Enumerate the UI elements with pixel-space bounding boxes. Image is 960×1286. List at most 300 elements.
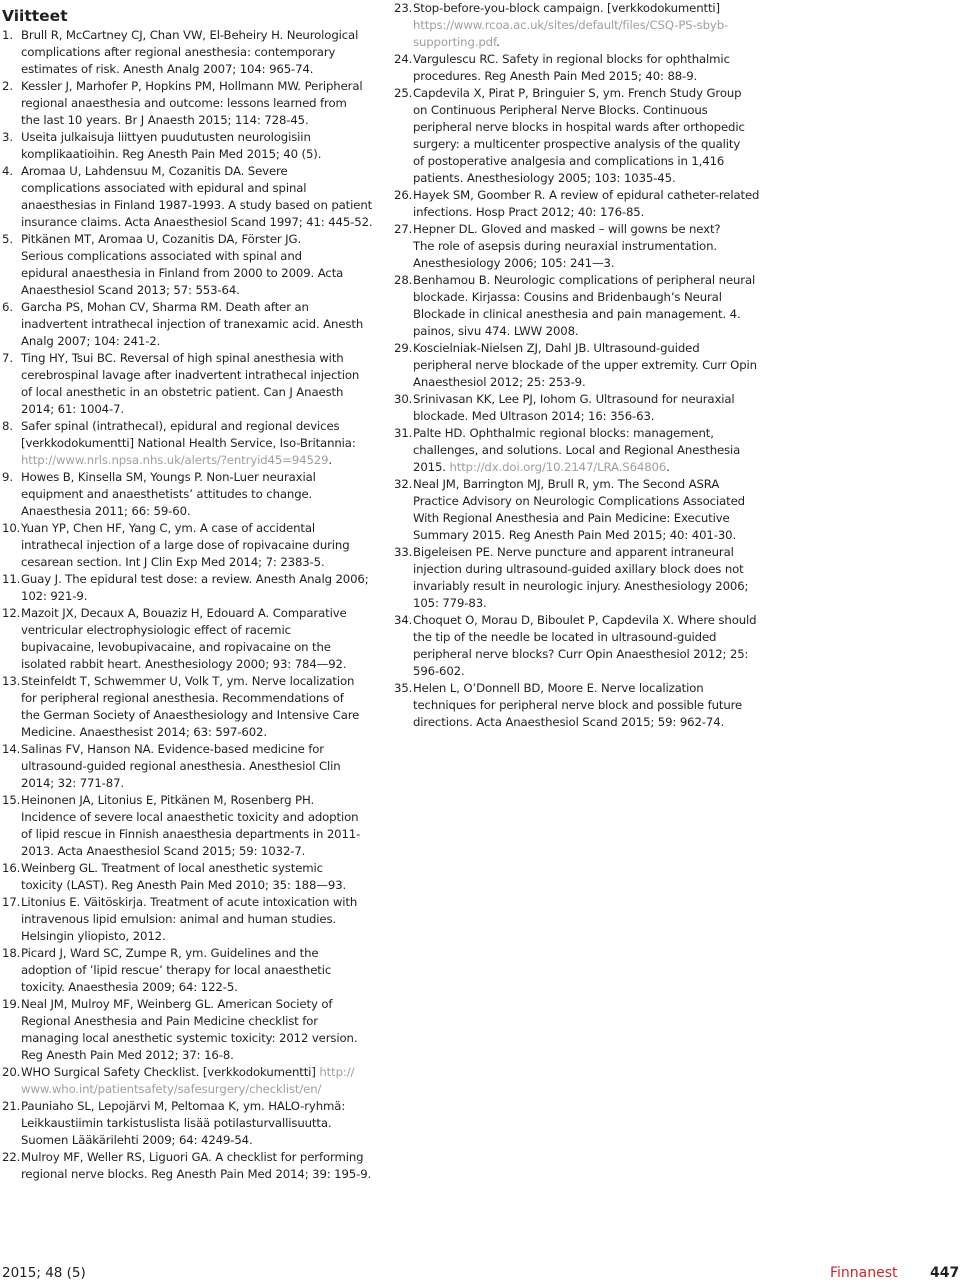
reference-line	[21, 979, 372, 996]
reference-line	[21, 962, 372, 979]
reference-line	[21, 1064, 372, 1081]
reference-number: 17.	[2, 895, 21, 909]
reference-item	[2, 605, 372, 673]
reference-text: of lipid rescue in Finnish anaesthesia departments in 2011-	[21, 827, 361, 841]
reference-text: Hayek SM, Goomber R. A review of epidural catheter-related	[413, 188, 760, 202]
reference-line	[21, 384, 372, 401]
reference-text: Vargulescu RC. Safety in regional blocks for ophthalmic	[413, 52, 730, 66]
references-heading: Viitteet	[2, 7, 68, 25]
reference-text: Pauniaho SL, Lepojärvi M, Peltomaa K, ym. HALO-ryhmä:	[21, 1099, 346, 1113]
reference-text: 596-602.	[413, 664, 465, 678]
reference-text: Reg Anesth Pain Med 2012; 37: 16-8.	[21, 1048, 234, 1062]
reference-item	[394, 680, 760, 731]
reference-line	[21, 724, 372, 741]
reference-line	[413, 374, 760, 391]
reference-line	[21, 469, 372, 486]
reference-number: 4.	[2, 164, 13, 178]
reference-number: 29.	[394, 341, 413, 355]
reference-line	[413, 629, 760, 646]
reference-line	[21, 945, 372, 962]
reference-number: 13.	[2, 674, 21, 688]
reference-text: blockade. Kirjassa: Cousins and Bridenbaugh’s Neural	[413, 290, 722, 304]
reference-number: 34.	[394, 613, 413, 627]
reference-text: With Regional Anesthesia and Pain Medicine: Executive	[413, 511, 730, 525]
reference-number: 30.	[394, 392, 413, 406]
journal-name: Finnanest	[830, 1265, 898, 1281]
reference-item	[394, 272, 760, 340]
reference-number: 14.	[2, 742, 21, 756]
reference-line	[21, 265, 372, 282]
reference-text: intrathecal injection of a large dose of ropivacaine during	[21, 538, 350, 552]
reference-text: Medicine. Anaesthesist 2014; 63: 597-602.	[21, 725, 267, 739]
reference-text: peripheral nerve blocks? Curr Opin Anaesthesiol 2012; 25:	[413, 647, 749, 661]
reference-number: 9.	[2, 470, 13, 484]
reference-line	[21, 622, 372, 639]
reference-line	[413, 391, 760, 408]
reference-text: cesarean section. Int J Clin Exp Med 2014; 7: 2383-5.	[21, 555, 325, 569]
reference-line	[413, 646, 760, 663]
reference-line	[413, 340, 760, 357]
reference-text: of postoperative analgesia and complications in 1,416	[413, 154, 725, 168]
reference-line	[21, 1166, 372, 1183]
reference-punctuation: .	[666, 460, 670, 474]
reference-text: intravenous lipid emulsion: animal and human studies.	[21, 912, 337, 926]
reference-line	[21, 826, 372, 843]
reference-text: regional nerve blocks. Reg Anesth Pain Med 2014; 39: 195-9.	[21, 1167, 372, 1181]
reference-line	[21, 503, 372, 520]
reference-item	[2, 163, 372, 231]
reference-number: 16.	[2, 861, 21, 875]
reference-item	[2, 27, 372, 78]
reference-item	[394, 476, 760, 544]
reference-line	[413, 527, 760, 544]
reference-text: Heinonen JA, Litonius E, Pitkänen M, Rosenberg PH.	[21, 793, 315, 807]
reference-text: cerebrospinal lavage after inadvertent intrathecal injection	[21, 368, 360, 382]
reference-line	[21, 639, 372, 656]
reference-line	[21, 418, 372, 435]
reference-line	[21, 809, 372, 826]
reference-line	[413, 0, 760, 17]
reference-item	[2, 571, 372, 605]
reference-line	[413, 119, 760, 136]
reference-line	[21, 231, 372, 248]
reference-line	[21, 571, 372, 588]
reference-line	[21, 860, 372, 877]
reference-text: Helsingin yliopisto, 2012.	[21, 929, 166, 943]
reference-number: 7.	[2, 351, 13, 365]
reference-line	[21, 78, 372, 95]
reference-text: insurance claims. Acta Anaesthesiol Scand 1997; 41: 445-52.	[21, 215, 373, 229]
reference-item	[2, 78, 372, 129]
reference-line	[413, 51, 760, 68]
reference-item	[2, 792, 372, 860]
reference-text: Mulroy MF, Weller RS, Liguori GA. A checklist for performing	[21, 1150, 364, 1164]
reference-item	[2, 894, 372, 945]
reference-text: Suomen Lääkärilehti 2009; 64: 4249-54.	[21, 1133, 253, 1147]
reference-text: the German Society of Anaesthesiology and Intensive Care	[21, 708, 360, 722]
reference-line	[413, 697, 760, 714]
reference-line	[413, 85, 760, 102]
reference-line	[413, 153, 760, 170]
reference-line	[413, 68, 760, 85]
reference-list-left-column	[2, 27, 372, 1183]
reference-text: techniques for peripheral nerve block and possible future	[413, 698, 743, 712]
reference-line	[21, 333, 372, 350]
reference-text: injection during ultrasound-guided axillary block does not	[413, 562, 744, 576]
reference-text: anaesthesias in Finland 1987-1993. A study based on patient	[21, 198, 373, 212]
page-number: 447	[930, 1265, 960, 1281]
reference-line	[21, 656, 372, 673]
reference-text: Capdevila X, Pirat P, Bringuier S, ym. French Study Group	[413, 86, 742, 100]
reference-text: The role of asepsis during neuraxial instrumentation.	[413, 239, 717, 253]
reference-number: 20.	[2, 1065, 21, 1079]
reference-item	[2, 469, 372, 520]
reference-number: 10.	[2, 521, 21, 535]
reference-number: 8.	[2, 419, 13, 433]
reference-text: 2014; 32: 771-87.	[21, 776, 124, 790]
reference-item	[394, 221, 760, 272]
reference-item	[394, 544, 760, 612]
reference-item	[2, 299, 372, 350]
reference-text: epidural anaesthesia in Finland from 2000 to 2009. Acta	[21, 266, 344, 280]
reference-text: toxicity (LAST). Reg Anesth Pain Med 2010; 35: 188—93.	[21, 878, 347, 892]
reference-text: Neal JM, Mulroy MF, Weinberg GL. American Society of	[21, 997, 333, 1011]
reference-link[interactable]: http://	[319, 1065, 355, 1079]
reference-line	[413, 221, 760, 238]
reference-text: Ting HY, Tsui BC. Reversal of high spinal anesthesia with	[21, 351, 344, 365]
reference-number: 11.	[2, 572, 21, 586]
reference-line	[21, 350, 372, 367]
reference-text: Serious complications associated with spinal and	[21, 249, 302, 263]
reference-line	[21, 299, 372, 316]
reference-line	[21, 877, 372, 894]
reference-text: [verkkodokumentti] National Health Service, Iso-Britannia:	[21, 436, 356, 450]
reference-line	[413, 612, 760, 629]
reference-line	[413, 663, 760, 680]
reference-text: 2013. Acta Anaesthesiol Scand 2015; 59: 1032-7.	[21, 844, 306, 858]
reference-text: Howes B, Kinsella SM, Youngs P. Non-Luer neuraxial	[21, 470, 316, 484]
reference-text: Pitkänen MT, Aromaa U, Cozanitis DA, Förster JG.	[21, 232, 302, 246]
reference-number: 2.	[2, 79, 13, 93]
reference-text: Choquet O, Morau D, Biboulet P, Capdevila X. Where should	[413, 613, 757, 627]
reference-text: the last 10 years. Br J Anaesth 2015; 114: 728-45.	[21, 113, 309, 127]
reference-text: estimates of risk. Anesth Analg 2007; 104: 965-74.	[21, 62, 314, 76]
reference-text: Anesthesiology 2006; 105: 241—3.	[413, 256, 615, 270]
reference-text: managing local anesthetic systemic toxicity: 2012 version.	[21, 1031, 358, 1045]
reference-text: Brull R, McCartney CJ, Chan VW, El-Beheiry H. Neurological	[21, 28, 359, 42]
reference-text: Stop-before-you-block campaign. [verkkodokumentti]	[413, 1, 720, 15]
reference-line	[21, 180, 372, 197]
reference-number: 32.	[394, 477, 413, 491]
reference-line	[21, 775, 372, 792]
reference-text: regional anaesthesia and outcome: lessons learned from	[21, 96, 347, 110]
reference-text: Salinas FV, Hanson NA. Evidence-based medicine for	[21, 742, 324, 756]
reference-text: Neal JM, Barrington MJ, Brull R, ym. The Second ASRA	[413, 477, 720, 491]
reference-line	[413, 595, 760, 612]
reference-text: Yuan YP, Chen HF, Yang C, ym. A case of accidental	[21, 521, 316, 535]
reference-line	[21, 486, 372, 503]
reference-line	[21, 707, 372, 724]
reference-line	[21, 1149, 372, 1166]
reference-item	[394, 187, 760, 221]
reference-text: ventricular electrophysiologic effect of racemic	[21, 623, 291, 637]
reference-number: 35.	[394, 681, 413, 695]
reference-item	[2, 1149, 372, 1183]
reference-text: 105: 779-83.	[413, 596, 487, 610]
reference-line	[21, 197, 372, 214]
reference-line	[413, 714, 760, 731]
reference-item	[2, 741, 372, 792]
reference-line	[413, 476, 760, 493]
reference-line	[413, 289, 760, 306]
reference-line	[21, 1132, 372, 1149]
reference-item	[394, 340, 760, 391]
reference-line	[21, 214, 372, 231]
reference-link[interactable]: supporting.pdf	[413, 35, 497, 49]
reference-item	[2, 673, 372, 741]
reference-text: ultrasound-guided regional anesthesia. Anesthesiol Clin	[21, 759, 341, 773]
reference-number: 24.	[394, 52, 413, 66]
reference-line	[413, 238, 760, 255]
reference-line	[21, 1115, 372, 1132]
reference-number: 5.	[2, 232, 13, 246]
reference-text: Benhamou B. Neurologic complications of peripheral neural	[413, 273, 756, 287]
reference-line	[21, 843, 372, 860]
reference-text: Steinfeldt T, Schwemmer U, Volk T, ym. Nerve localization	[21, 674, 355, 688]
reference-number: 18.	[2, 946, 21, 960]
reference-text: Mazoit JX, Decaux A, Bouaziz H, Edouard A. Comparative	[21, 606, 347, 620]
reference-line	[413, 680, 760, 697]
reference-line	[21, 401, 372, 418]
reference-text: invariably result in neurologic injury. Anesthesiology 2006;	[413, 579, 749, 593]
reference-text: blockade. Med Ultrason 2014; 16: 356-63.	[413, 409, 655, 423]
reference-item	[2, 418, 372, 469]
reference-text: the tip of the needle be located in ultrasound-guided	[413, 630, 717, 644]
reference-text: isolated rabbit heart. Anesthesiology 2000; 93: 784—92.	[21, 657, 347, 671]
reference-text: equipment and anaesthetists’ attitudes to change.	[21, 487, 313, 501]
reference-text: Garcha PS, Mohan CV, Sharma RM. Death after an	[21, 300, 309, 314]
reference-link[interactable]: https://www.rcoa.ac.uk/sites/default/files/CSQ-PS-sbyb-	[413, 18, 729, 32]
reference-line	[21, 1013, 372, 1030]
reference-number: 15.	[2, 793, 21, 807]
reference-line	[21, 129, 372, 146]
reference-item	[2, 945, 372, 996]
reference-text: Weinberg GL. Treatment of local anesthetic systemic	[21, 861, 323, 875]
reference-text: bupivacaine, levobupivacaine, and ropivacaine on the	[21, 640, 331, 654]
reference-number: 31.	[394, 426, 413, 440]
reference-line	[413, 34, 760, 51]
reference-line	[413, 102, 760, 119]
reference-text: patients. Anesthesiology 2005; 103: 1035-45.	[413, 171, 676, 185]
reference-text: 2014; 61: 1004-7.	[21, 402, 124, 416]
reference-line	[413, 306, 760, 323]
reference-line	[21, 741, 372, 758]
reference-line	[21, 367, 372, 384]
reference-line	[413, 136, 760, 153]
reference-line	[21, 282, 372, 299]
reference-item	[394, 612, 760, 680]
reference-line	[413, 17, 760, 34]
reference-text: Picard J, Ward SC, Zumpe R, ym. Guidelines and the	[21, 946, 319, 960]
reference-line	[413, 255, 760, 272]
reference-number: 3.	[2, 130, 13, 144]
reference-number: 22.	[2, 1150, 21, 1164]
reference-link[interactable]: www.who.int/patientsafety/safesurgery/checklist/en/	[21, 1082, 322, 1096]
reference-item	[394, 391, 760, 425]
reference-item	[394, 425, 760, 476]
reference-line	[21, 894, 372, 911]
reference-text: surgery: a multicenter prospective analysis of the quality	[413, 137, 741, 151]
reference-line	[21, 673, 372, 690]
reference-text: WHO Surgical Safety Checklist. [verkkodokumentti]	[21, 1065, 320, 1079]
reference-item	[2, 1064, 372, 1098]
reference-text: peripheral nerve blockade of the upper extremity. Curr Opin	[413, 358, 757, 372]
reference-line	[21, 112, 372, 129]
reference-line	[21, 928, 372, 945]
reference-line	[413, 493, 760, 510]
reference-text: Palte HD. Ophthalmic regional blocks: management,	[413, 426, 714, 440]
reference-line	[413, 425, 760, 442]
reference-text: 102: 921-9.	[21, 589, 88, 603]
reference-text: Summary 2015. Reg Anesth Pain Med 2015; 40: 401-30.	[413, 528, 737, 542]
reference-number: 27.	[394, 222, 413, 236]
reference-line	[21, 95, 372, 112]
reference-line	[413, 187, 760, 204]
reference-line	[21, 163, 372, 180]
reference-line	[21, 758, 372, 775]
reference-line	[413, 204, 760, 221]
reference-text: adoption of ’lipid rescue’ therapy for local anaesthetic	[21, 963, 332, 977]
reference-text: painos, sivu 474. LWW 2008.	[413, 324, 579, 338]
reference-line	[413, 544, 760, 561]
reference-line	[21, 520, 372, 537]
reference-text: Leikkaustiimin tarkistuslista lisää potilasturvallisuutta.	[21, 1116, 332, 1130]
reference-number: 25.	[394, 86, 413, 100]
reference-line	[21, 537, 372, 554]
reference-text: Kessler J, Marhofer P, Hopkins PM, Hollmann MW. Peripheral	[21, 79, 363, 93]
reference-text: Helen L, O’Donnell BD, Moore E. Nerve localization	[413, 681, 704, 695]
reference-line	[21, 435, 372, 452]
reference-line	[21, 452, 372, 469]
reference-text: 2015.	[413, 460, 450, 474]
reference-line	[21, 588, 372, 605]
reference-line	[413, 561, 760, 578]
reference-line	[21, 1098, 372, 1115]
reference-line	[21, 1081, 372, 1098]
reference-text: komplikaatioihin. Reg Anesth Pain Med 2015; 40 (5).	[21, 147, 322, 161]
reference-line	[413, 578, 760, 595]
reference-number: 28.	[394, 273, 413, 287]
reference-line	[21, 911, 372, 928]
reference-text: inadvertent intrathecal injection of tranexamic acid. Anesth	[21, 317, 364, 331]
reference-link[interactable]: http://www.nrls.npsa.nhs.uk/alerts/?entryid45=94529	[21, 453, 329, 467]
reference-line	[413, 442, 760, 459]
reference-line	[413, 357, 760, 374]
reference-text: Incidence of severe local anaesthetic toxicity and adoption	[21, 810, 359, 824]
reference-number: 23.	[394, 1, 413, 15]
reference-text: Srinivasan KK, Lee PJ, Iohom G. Ultrasound for neuraxial	[413, 392, 735, 406]
reference-line	[21, 554, 372, 571]
reference-text: Anaesthesiol Scand 2013; 57: 553-64.	[21, 283, 240, 297]
reference-line	[21, 27, 372, 44]
reference-text: Blockade in clinical anesthesia and pain management. 4.	[413, 307, 741, 321]
reference-link[interactable]: http://dx.doi.org/10.2147/LRA.S64806	[449, 460, 667, 474]
issue-info: 2015; 48 (5)	[2, 1265, 86, 1281]
reference-text: on Continuous Peripheral Nerve Blocks. Continuous	[413, 103, 708, 117]
reference-number: 33.	[394, 545, 413, 559]
reference-number: 12.	[2, 606, 21, 620]
reference-item	[2, 996, 372, 1064]
reference-line	[21, 248, 372, 265]
reference-line	[21, 1047, 372, 1064]
reference-item	[394, 85, 760, 187]
reference-text: Practice Advisory on Neurologic Complications Associated	[413, 494, 745, 508]
reference-text: directions. Acta Anaesthesiol Scand 2015; 59: 962-74.	[413, 715, 725, 729]
reference-text: Aromaa U, Lahdensuu M, Cozanitis DA. Severe	[21, 164, 288, 178]
reference-number: 1.	[2, 28, 13, 42]
reference-item	[394, 51, 760, 85]
reference-text: complications after regional anesthesia: contemporary	[21, 45, 336, 59]
reference-list-right-column	[394, 0, 760, 731]
reference-text: Useita julkaisuja liittyen puudutusten neurologisiin	[21, 130, 311, 144]
reference-item	[2, 231, 372, 299]
reference-text: complications associated with epidural and spinal	[21, 181, 307, 195]
reference-line	[21, 690, 372, 707]
reference-text: for peripheral regional anesthesia. Recommendations of	[21, 691, 344, 705]
reference-text: challenges, and solutions. Local and Regional Anesthesia	[413, 443, 741, 457]
reference-text: infections. Hosp Pract 2012; 40: 176-85.	[413, 205, 645, 219]
reference-line	[21, 316, 372, 333]
reference-line	[21, 605, 372, 622]
reference-line	[413, 272, 760, 289]
reference-text: Guay J. The epidural test dose: a review. Anesth Analg 2006;	[21, 572, 369, 586]
reference-line	[21, 996, 372, 1013]
reference-item	[2, 520, 372, 571]
reference-text: procedures. Reg Anesth Pain Med 2015; 40: 88-9.	[413, 69, 698, 83]
reference-text: peripheral nerve blocks in hospital wards after orthopedic	[413, 120, 745, 134]
reference-text: Koscielniak-Nielsen ZJ, Dahl JB. Ultrasound-guided	[413, 341, 700, 355]
reference-text: Anaesthesia 2011; 66: 59-60.	[21, 504, 191, 518]
reference-line	[413, 170, 760, 187]
reference-text: toxicity. Anaesthesia 2009; 64: 122-5.	[21, 980, 238, 994]
reference-line	[21, 1030, 372, 1047]
reference-text: Hepner DL. Gloved and masked – will gowns be next?	[413, 222, 721, 236]
reference-number: 21.	[2, 1099, 21, 1113]
reference-line	[21, 792, 372, 809]
reference-item	[2, 1098, 372, 1149]
reference-number: 6.	[2, 300, 13, 314]
reference-text: Analg 2007; 104: 241-2.	[21, 334, 161, 348]
reference-text: Bigeleisen PE. Nerve puncture and apparent intraneural	[413, 545, 734, 559]
reference-text: of local anesthetic in an obstetric patient. Can J Anaesth	[21, 385, 344, 399]
reference-line	[21, 146, 372, 163]
reference-line	[413, 408, 760, 425]
reference-item	[2, 860, 372, 894]
reference-line	[413, 510, 760, 527]
reference-line	[413, 459, 760, 476]
reference-text: Litonius E. Väitöskirja. Treatment of acute intoxication with	[21, 895, 358, 909]
reference-item	[2, 129, 372, 163]
reference-punctuation: .	[328, 453, 333, 467]
reference-punctuation: .	[496, 35, 500, 49]
reference-item	[2, 350, 372, 418]
reference-text: Regional Anesthesia and Pain Medicine checklist for	[21, 1014, 318, 1028]
reference-text: Safer spinal (intrathecal), epidural and regional devices	[21, 419, 340, 433]
reference-line	[21, 44, 372, 61]
reference-text: Anaesthesiol 2012; 25: 253-9.	[413, 375, 586, 389]
reference-number: 19.	[2, 997, 21, 1011]
reference-line	[21, 61, 372, 78]
